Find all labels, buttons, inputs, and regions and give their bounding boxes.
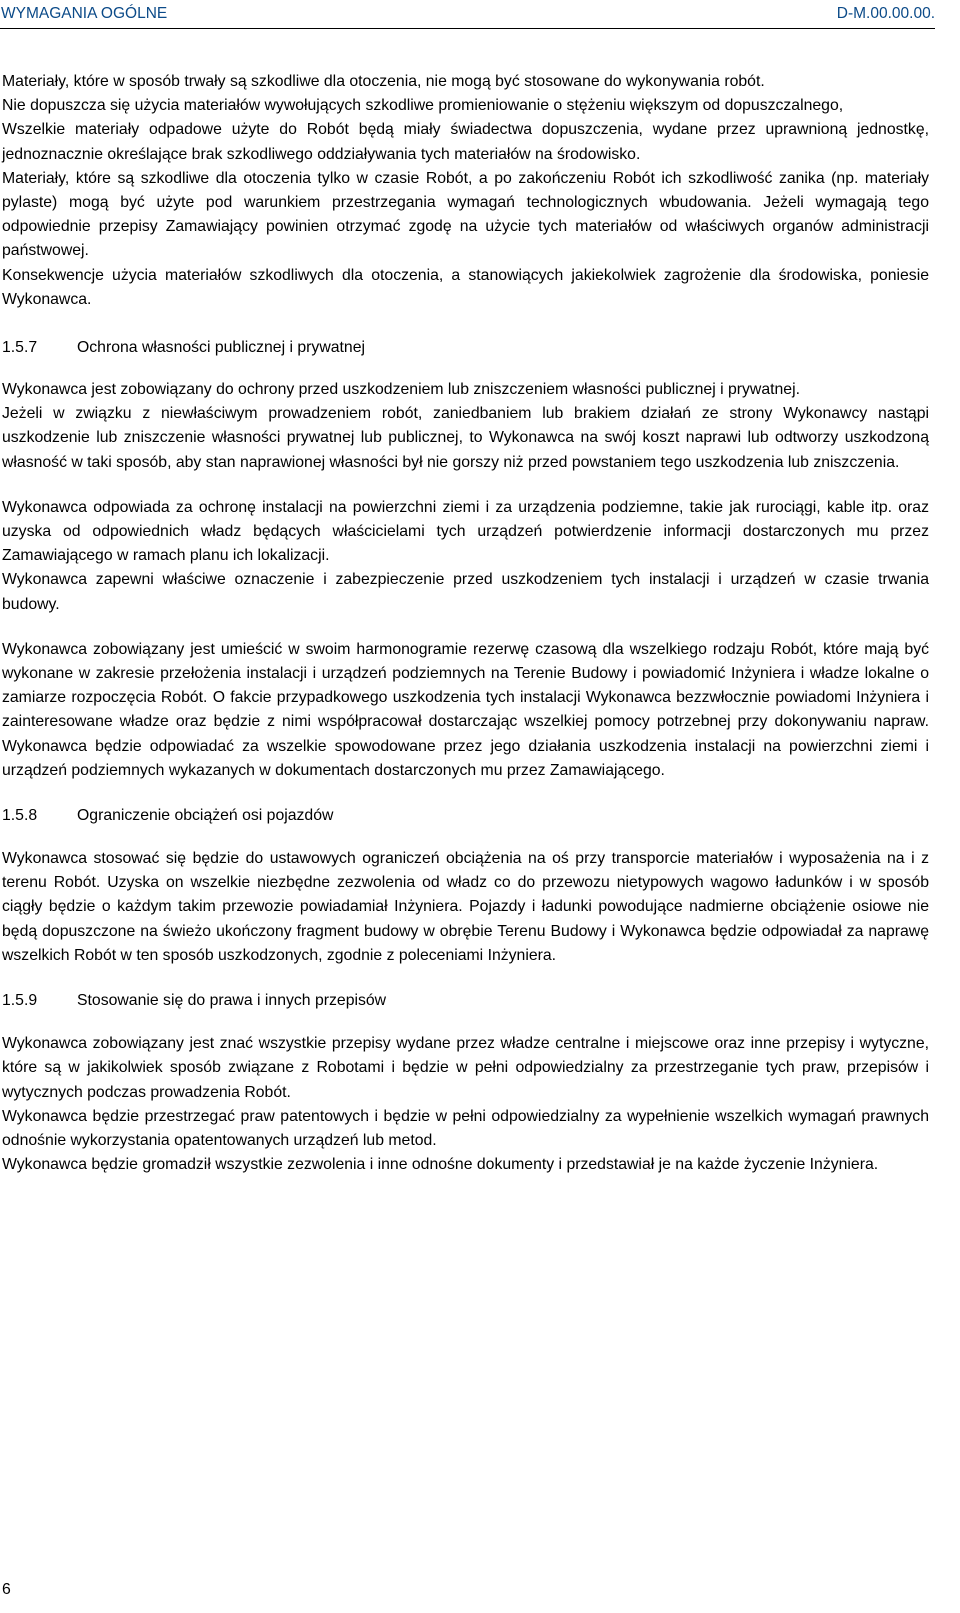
paragraph: Wykonawca zapewni właściwe oznaczenie i zabezpieczenie przed uszkodzeniem tych instalacji i urządzeń w czasie trwania budowy. (2, 571, 929, 613)
paragraph: Wykonawca będzie przestrzegać praw patentowych i będzie w pełni odpowiedzialny za wypełnienie wszelkich wymagań prawnych odnośnie wykorzystania opatentowanych urządzeń lub metod. (2, 1107, 929, 1149)
paragraph: Jeżeli w związku z niewłaściwym prowadzeniem robót, zaniedbaniem lub brakiem działań ze strony Wykonawcy nastąpi uszkodzenie lub zniszczenie własności prywatnej lub publicznej, to Wykonawca na swój koszt naprawi lub odtworzy uszkodzoną własność w taki sposób, aby stan naprawionej własności był nie gorszy niż przed powstaniem tego uszkodzenia lub zniszczenia. (2, 405, 929, 471)
paragraph: Konsekwencje użycia materiałów szkodliwych dla otoczenia, a stanowiących jakiekolwiek zagrożenie dla środowiska, poniesie Wykonawca. (2, 266, 929, 308)
section-1-5-8-block (2, 847, 929, 968)
paragraph: Materiały, które są szkodliwe dla otoczenia tylko w czasie Robót, a po zakończeniu Robót ich szkodliwość zanika (np. materiały pylaste) mogą być użyte pod warunkiem przestrzegania wymagań technologicznych wbudowania. Jeżeli wymagają tego odpowiednie przepisy Zamawiający powinien otrzymać zgodę na użycie tych materiałów od właściwych organów administracji państwowej. (2, 169, 929, 260)
section-title: Ograniczenie obciążeń osi pojazdów (77, 807, 334, 825)
paragraph: Wykonawca jest zobowiązany do ochrony przed uszkodzeniem lub zniszczeniem własności publicznej i prywatnej. (2, 381, 800, 399)
page-header (0, 0, 935, 29)
section-title: Ochrona własności publicznej i prywatnej (77, 339, 365, 357)
paragraph: Wszelkie materiały odpadowe użyte do Robót będą miały świadectwa dopuszczenia, wydane przez uprawnioną jednostkę, jednoznacznie określające brak szkodliwego oddziaływania tych materiałów na środowisko. (2, 121, 929, 163)
intro-block (2, 70, 929, 312)
paragraph: Wykonawca zobowiązany jest znać wszystkie przepisy wydane przez władze centralne i miejscowe oraz inne przepisy i wytyczne, które są w jakikolwiek sposób związane z Robotami i będzie w pełni odpowiedzialny za przestrzeganie tych praw, przepisów i wytycznych podczas prowadzenia Robót. (2, 1035, 929, 1101)
section-number: 1.5.8 (2, 807, 38, 825)
section-heading-1-5-7 (2, 336, 929, 360)
paragraph: Wykonawca zobowiązany jest umieścić w swoim harmonogramie rezerwę czasową dla wszelkiego rodzaju Robót, które mają być wykonane w zakresie przełożenia instalacji i urządzeń podziemnych na Terenie Budowy i powiadomić Inżyniera i władze lokalne o zamiarze rozpoczęcia Robót. O fakcie przypadkowego uszkodzenia tych instalacji Wykonawca bezzwłocznie powiadomi Inżyniera i zainteresowane władze oraz będzie z nimi współpracował dostarczając wszelkiej pomocy potrzebnej przy dokonywaniu napraw. Wykonawca będzie odpowiadać za wszelkie spowodowane przez jego działania uszkodzenia instalacji na powierzchni ziemi i urządzeń podziemnych wykazanych w dokumentach dostarczonych mu przez Zamawiającego. (2, 640, 929, 779)
section-1-5-7-block-b (2, 496, 929, 617)
paragraph: Wykonawca będzie gromadził wszystkie zezwolenia i inne odnośne dokumenty i przedstawiał je na każde życzenie Inżyniera. (2, 1156, 879, 1174)
page-number: 6 (2, 1581, 11, 1598)
section-1-5-7-block-c (2, 638, 929, 783)
section-title: Stosowanie się do prawa i innych przepisów (77, 992, 387, 1010)
section-number: 1.5.9 (2, 992, 38, 1010)
section-1-5-9-block (2, 1032, 929, 1177)
section-number: 1.5.7 (2, 339, 38, 357)
document-body (2, 70, 929, 1177)
paragraph: Wykonawca stosować się będzie do ustawowych ograniczeń obciążenia na oś przy transporcie materiałów i wyposażenia na i z terenu Robót. Uzyska on wszelkie niezbędne zezwolenia od władz co do przewozu nietypowych wagowo ładunków i w sposób ciągły będzie o każdym takim przewozie powiadamiał Inżyniera. Pojazdy i ładunki powodujące nadmierne obciążenie osiowe nie będą dopuszczone na świeżo ukończony fragment budowy w obrębie Terenu Budowy i Wykonawca będzie odpowiadał za naprawę wszelkich Robót w ten sposób uszkodzonych, zgodnie z poleceniami Inżyniera. (2, 850, 929, 964)
paragraph: Materiały, które w sposób trwały są szkodliwe dla otoczenia, nie mogą być stosowane do wykonywania robót. (2, 73, 765, 90)
section-1-5-7-block-a (2, 378, 929, 475)
section-heading-1-5-9 (2, 989, 929, 1013)
paragraph: Nie dopuszcza się użycia materiałów wywołujących szkodliwe promieniowanie o stężeniu większym od dopuszczalnego, (2, 97, 844, 115)
section-heading-1-5-8 (2, 804, 929, 828)
header-document-title: WYMAGANIA OGÓLNE (1, 5, 168, 22)
header-document-code: D-M.00.00.00. (836, 5, 935, 22)
paragraph: Wykonawca odpowiada za ochronę instalacji na powierzchni ziemi i za urządzenia podziemne, takie jak rurociągi, kable itp. oraz uzyska od odpowiednich władz będących właścicielami tych urządzeń potwierdzenie informacji dostarczonych mu przez Zamawiającego w ramach planu ich lokalizacji. (2, 498, 929, 565)
